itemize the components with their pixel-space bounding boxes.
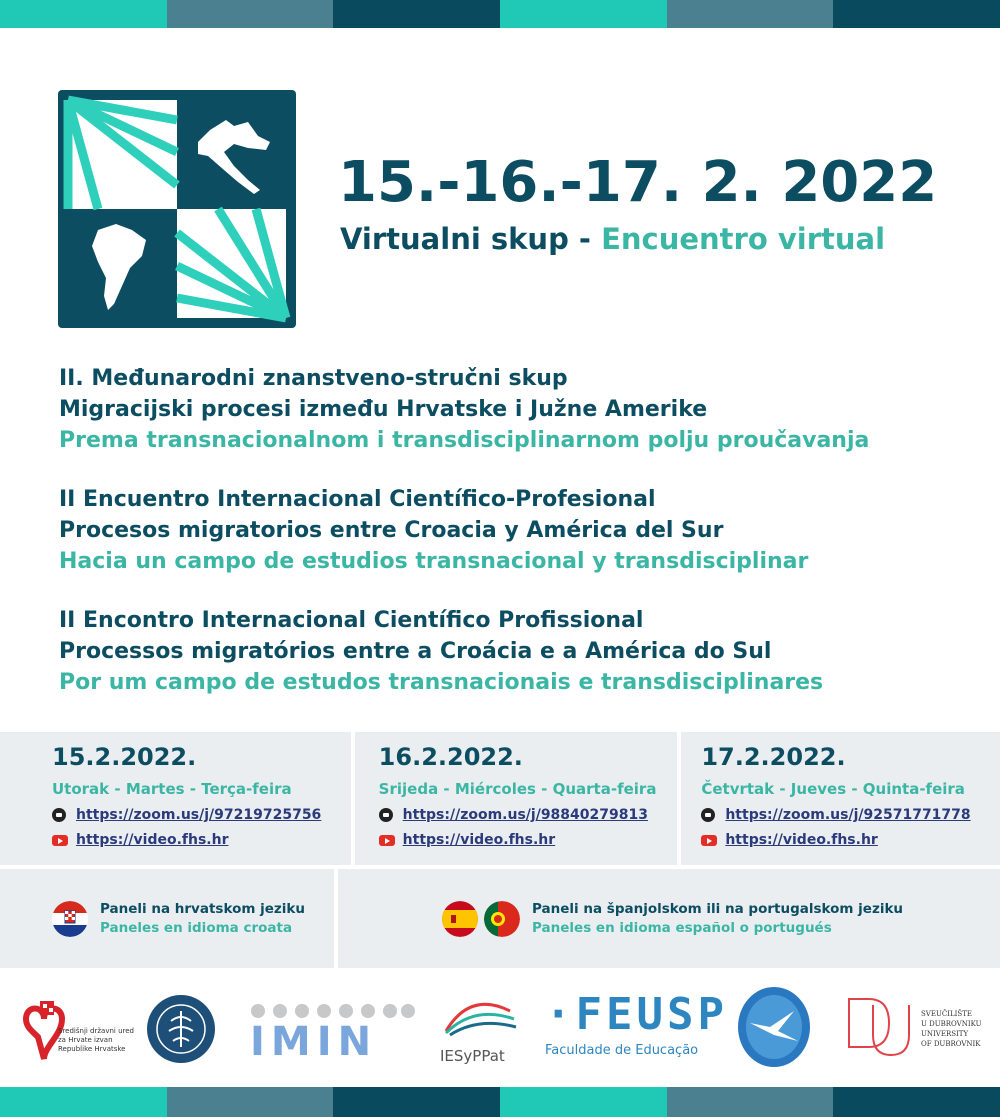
event-logo bbox=[58, 90, 296, 328]
zoom-icon bbox=[52, 808, 66, 822]
title-accent-line: Por um campo de estudos transnacionais e transdisciplinares bbox=[59, 670, 824, 695]
video-link[interactable]: https://video.fhs.hr bbox=[725, 832, 878, 848]
event-subtitle bbox=[340, 222, 885, 256]
title-line: II. Međunarodni znanstveno-stručni skup bbox=[59, 366, 568, 391]
day-name: Četvrtak - Jueves - Quinta-feira bbox=[701, 780, 965, 798]
day-date: 17.2.2022. bbox=[701, 743, 846, 771]
subtitle-es: Encuentro virtual bbox=[601, 222, 886, 256]
croatia-flag-icon bbox=[52, 901, 88, 937]
du-monogram-icon bbox=[845, 995, 913, 1059]
imin-logo bbox=[250, 1003, 415, 1063]
sdu-line: Republike Hrvatske bbox=[58, 1045, 126, 1053]
zoom-link[interactable]: https://zoom.us/j/97219725756 bbox=[76, 807, 322, 823]
title-line: II Encuentro Internacional Científico-Profesional bbox=[59, 487, 656, 512]
panel-title: Paneli na hrvatskom jeziku bbox=[100, 901, 305, 917]
event-titles bbox=[59, 363, 989, 726]
title-line: Procesos migratorios entre Croacia y América del Sur bbox=[59, 518, 724, 543]
schedule-days bbox=[0, 732, 1000, 865]
title-accent-line: Prema transnacionalnom i transdisciplinarnom polju proučavanja bbox=[59, 428, 870, 453]
video-link[interactable]: https://video.fhs.hr bbox=[402, 832, 556, 848]
partner-logos bbox=[0, 985, 1000, 1075]
sdu-logo bbox=[18, 993, 136, 1073]
sdu-line: Središnji državni ured bbox=[58, 1027, 135, 1035]
video-link[interactable]: https://video.fhs.hr bbox=[76, 832, 229, 848]
top-stripe bbox=[0, 0, 1000, 28]
iesyppat-text: IESyPPat bbox=[440, 1047, 505, 1065]
dubrovnik-line: UNIVERSITY bbox=[921, 1030, 969, 1038]
day-name: Srijeda - Miércoles - Quarta-feira bbox=[378, 780, 657, 798]
language-panels bbox=[0, 869, 1000, 968]
dubrovnik-logo bbox=[845, 995, 995, 1065]
zoom-icon bbox=[701, 808, 715, 822]
title-line: Processos migratórios entre a Croácia e a América do Sul bbox=[59, 639, 772, 664]
feusp-text: ·FEUSP bbox=[545, 989, 728, 1040]
day-date: 16.2.2022. bbox=[378, 743, 523, 771]
bottom-stripe bbox=[0, 1087, 1000, 1117]
wave-logo-icon bbox=[440, 991, 520, 1039]
day-card bbox=[0, 732, 351, 865]
dubrovnik-line: OF DUBROVNIK bbox=[921, 1040, 981, 1048]
spain-flag-icon bbox=[442, 901, 478, 937]
title-line: II Encontro Internacional Científico Profissional bbox=[59, 608, 644, 633]
panel-subtitle: Paneles en idioma español o portugués bbox=[532, 920, 832, 936]
title-line: Migracijski procesi između Hrvatske i Južne Amerike bbox=[59, 397, 708, 422]
title-accent-line: Hacia un campo de estudios transnacional y transdisciplinar bbox=[59, 549, 809, 574]
portugal-flag-icon bbox=[484, 901, 520, 937]
panel-spanish-portuguese bbox=[338, 869, 1000, 968]
day-card bbox=[681, 732, 1000, 865]
day-date: 15.2.2022. bbox=[52, 743, 197, 771]
title-block-hr bbox=[59, 363, 989, 456]
imin-text: IMIN bbox=[250, 1019, 378, 1059]
dubrovnik-line: U DUBROVNIKU bbox=[921, 1020, 982, 1028]
feusp-logo bbox=[545, 989, 728, 1073]
subtitle-hr: Virtualni skup - bbox=[340, 222, 602, 256]
zoom-icon bbox=[379, 808, 393, 822]
zoom-link[interactable]: https://zoom.us/j/92571771778 bbox=[725, 807, 971, 823]
zoom-link[interactable]: https://zoom.us/j/98840279813 bbox=[402, 807, 648, 823]
day-name: Utorak - Martes - Terça-feira bbox=[52, 780, 292, 798]
sdu-line: za Hrvate izvan bbox=[58, 1036, 113, 1044]
youtube-icon bbox=[52, 835, 68, 846]
panel-croatian bbox=[0, 869, 334, 968]
title-block-es bbox=[59, 484, 989, 577]
feusp-subtext: Faculdade de Educação bbox=[545, 1043, 699, 1058]
event-dates: 15.-16.-17. 2. 2022 bbox=[338, 150, 938, 215]
day-card bbox=[355, 732, 678, 865]
youtube-icon bbox=[701, 835, 717, 846]
studia-croatica-seal-icon bbox=[145, 993, 217, 1065]
albatross-seal-icon bbox=[736, 985, 812, 1069]
panel-title: Paneli na španjolskom ili na portugalskom jeziku bbox=[532, 901, 904, 917]
iesyppat-logo bbox=[440, 991, 530, 1071]
panel-subtitle: Paneles en idioma croata bbox=[100, 920, 293, 936]
title-block-pt bbox=[59, 605, 989, 698]
youtube-icon bbox=[379, 835, 395, 846]
dubrovnik-line: SVEUČILIŠTE bbox=[921, 1010, 972, 1018]
